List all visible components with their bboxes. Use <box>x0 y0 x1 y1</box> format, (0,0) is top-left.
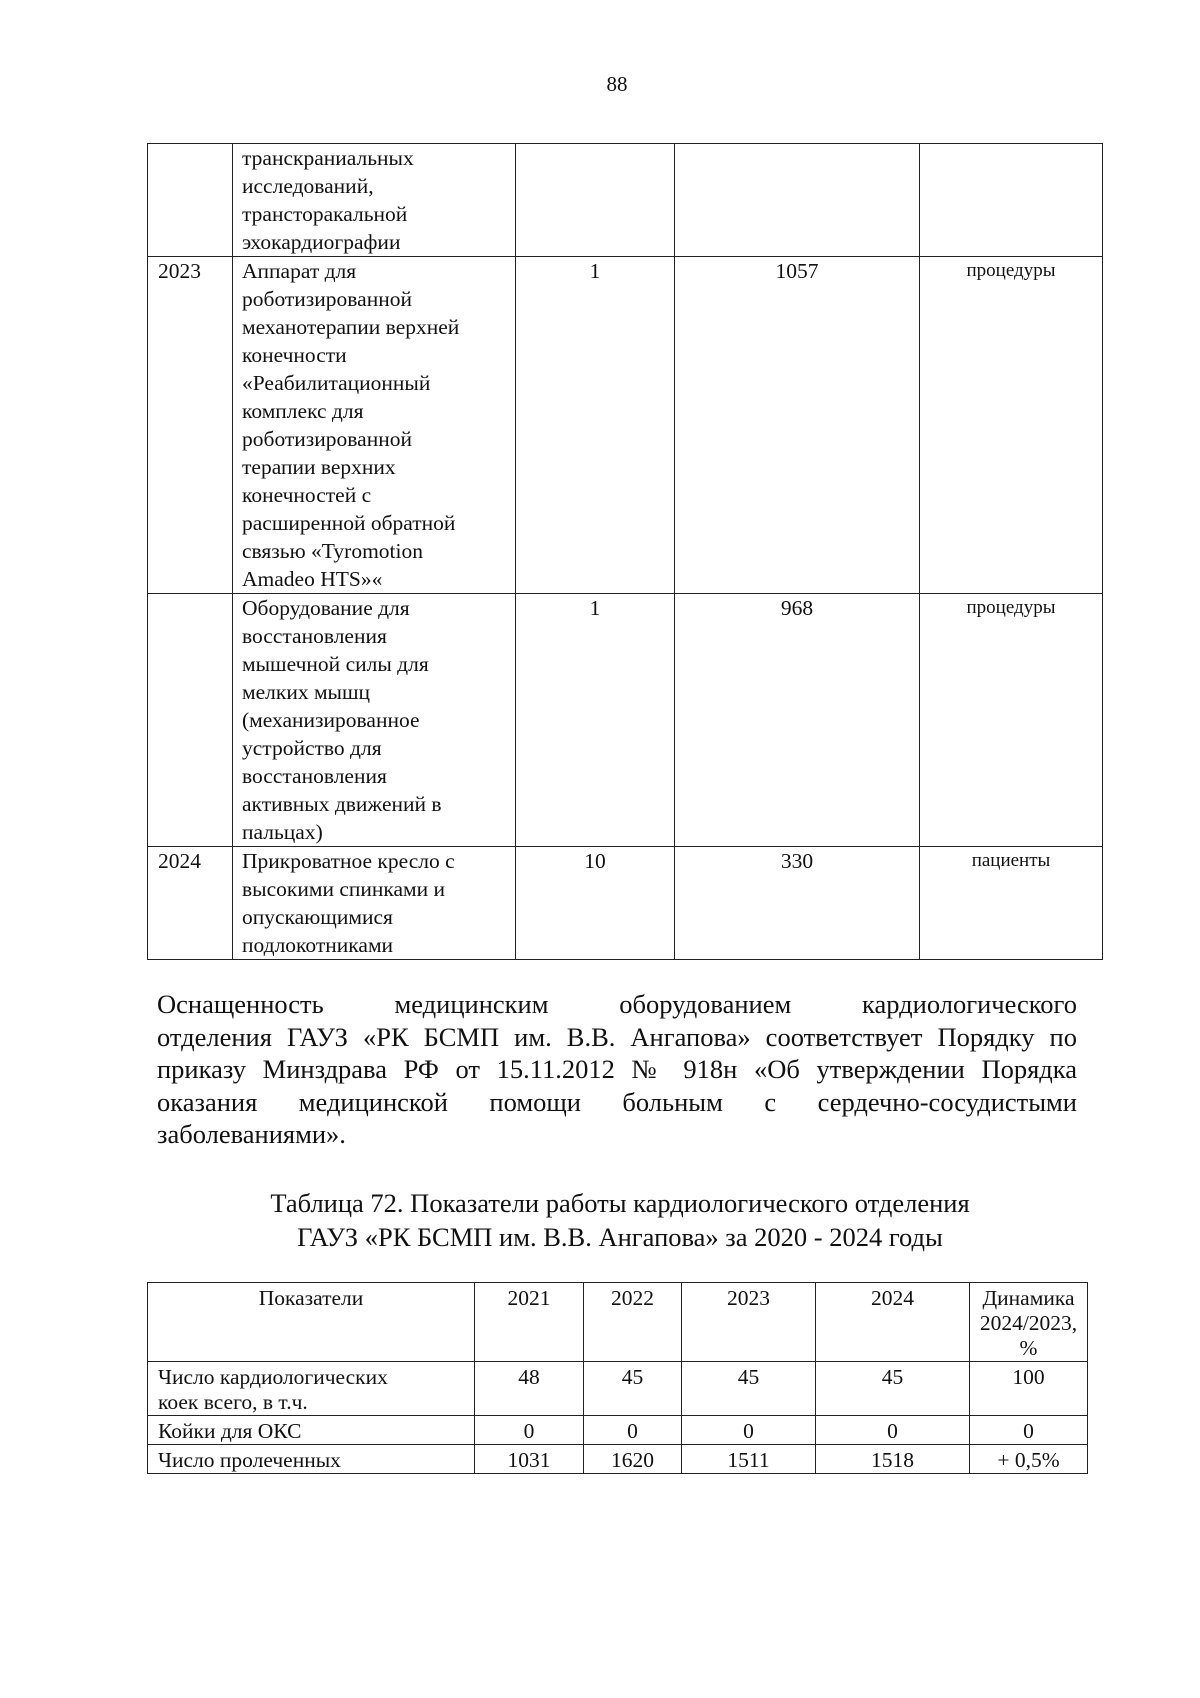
indicator-dynamics-cell: 0 <box>970 1416 1088 1445</box>
paragraph-line: приказу Минздрава РФ от 15.11.2012 № 918н «Об утверждении Порядка <box>157 1054 1077 1084</box>
equipment-name-line: «Реабилитационный <box>242 371 431 395</box>
equipment-row <box>148 257 1103 594</box>
indicator-label-line: Число кардиологических <box>158 1365 388 1389</box>
equipment-name-line: роботизированной <box>242 287 412 311</box>
year-header-cell: 2021 <box>475 1283 584 1362</box>
paragraph-line: Оснащенность медицинским оборудованием кардиологического <box>157 989 1077 1019</box>
equipment-year-cell <box>148 594 233 847</box>
indicators-header-row <box>148 1283 1088 1362</box>
page-number: 88 <box>606 72 628 96</box>
equipment-quantity-cell: 1 <box>516 594 675 847</box>
equipment-name-line: активных движений в <box>242 792 442 816</box>
indicator-header-cell: Показатели <box>148 1283 475 1362</box>
equipment-name-line: Аппарат для <box>242 259 357 283</box>
caption-line: Таблица 72. Показатели работы кардиологического отделения <box>270 1188 970 1218</box>
equipment-name-line: мышечной силы для <box>242 652 429 676</box>
equipment-name-line: восстановления <box>242 764 387 788</box>
indicator-value-cell: 0 <box>682 1416 816 1445</box>
indicator-value-cell: 45 <box>584 1362 682 1416</box>
equipment-unit-cell: процедуры <box>920 594 1103 847</box>
equipment-name-cell <box>233 594 516 847</box>
equipment-name-line: терапии верхних <box>242 455 396 479</box>
equipment-table-body <box>148 144 1103 960</box>
equipment-name-line: пальцах) <box>242 820 323 844</box>
indicator-dynamics-cell: 100 <box>970 1362 1088 1416</box>
equipment-quantity-cell: 1 <box>516 257 675 594</box>
equipment-name-line: исследований, <box>242 174 374 198</box>
equipment-count-cell <box>675 144 920 257</box>
equipment-quantity-cell: 10 <box>516 847 675 960</box>
year-header-cell: 2024 <box>816 1283 970 1362</box>
equipment-table <box>147 143 1103 960</box>
equipment-unit-cell <box>920 144 1103 257</box>
indicator-value-cell: 1620 <box>584 1445 682 1474</box>
paragraph-line: отделения ГАУЗ «РК БСМП им. В.В. Ангапова» соответствует Порядку по <box>157 1021 1077 1052</box>
equipment-name-line: опускающимися <box>242 905 393 929</box>
indicators-table-body <box>148 1283 1088 1474</box>
dynamics-header-line: Динамика <box>982 1286 1075 1310</box>
equipment-name-line: Прикроватное кресло с <box>242 849 455 873</box>
equipment-quantity-cell <box>516 144 675 257</box>
equipment-name-line: роботизированной <box>242 427 412 451</box>
indicator-label-cell <box>148 1362 475 1416</box>
indicators-row <box>148 1445 1088 1474</box>
indicator-value-cell: 45 <box>816 1362 970 1416</box>
equipment-name-line: расширенной обратной <box>242 511 456 535</box>
indicator-label-line: Число пролеченных <box>158 1448 341 1472</box>
indicator-value-cell: 0 <box>475 1416 584 1445</box>
table-72-caption <box>140 1186 1100 1254</box>
equipment-unit-cell: процедуры <box>920 257 1103 594</box>
indicator-value-cell: 0 <box>584 1416 682 1445</box>
indicators-table <box>147 1282 1088 1474</box>
equipment-name-line: высокими спинками и <box>242 877 446 901</box>
equipment-name-line: (механизированное <box>242 708 420 732</box>
indicator-value-cell: 0 <box>816 1416 970 1445</box>
indicator-value-cell: 1518 <box>816 1445 970 1474</box>
caption-line: ГАУЗ «РК БСМП им. В.В. Ангапова» за 2020 - 2024 годы <box>297 1222 943 1252</box>
indicator-label-cell <box>148 1445 475 1474</box>
indicator-dynamics-cell: + 0,5% <box>970 1445 1088 1474</box>
equipment-name-line: подлокотниками <box>242 933 394 957</box>
dynamics-header-line: 2024/2023, <box>979 1311 1078 1335</box>
equipment-name-line: механотерапии верхней <box>242 315 460 339</box>
indicators-row <box>148 1416 1088 1445</box>
equipment-name-cell <box>233 847 516 960</box>
indicator-value-cell: 48 <box>475 1362 584 1416</box>
equipment-year-cell <box>148 144 233 257</box>
paragraph-line: оказания медицинской помощи больным с сердечно-сосудистыми <box>157 1086 1077 1117</box>
equipment-row <box>148 594 1103 847</box>
equipment-name-line: комплекс для <box>242 399 364 423</box>
year-header-cell: 2022 <box>584 1283 682 1362</box>
equipment-name-line: Оборудование для <box>242 596 410 620</box>
indicator-label-cell <box>148 1416 475 1445</box>
equipment-row <box>148 847 1103 960</box>
equipment-name-line: связью «Tyromotion <box>242 539 423 563</box>
equipment-count-cell: 968 <box>675 594 920 847</box>
indicator-value-cell: 1511 <box>682 1445 816 1474</box>
indicators-row <box>148 1362 1088 1416</box>
indicator-value-cell: 45 <box>682 1362 816 1416</box>
indicator-value-cell: 1031 <box>475 1445 584 1474</box>
equipment-name-line: транскраниальных <box>242 146 414 170</box>
paragraph-line: заболеваниями». <box>157 1119 346 1149</box>
equipment-year-cell: 2023 <box>148 257 233 594</box>
equipment-name-line: трансторакальной <box>242 202 408 226</box>
equipment-compliance-paragraph <box>157 988 1077 1151</box>
indicator-label-line: коек всего, в т.ч. <box>158 1390 308 1414</box>
dynamics-header-cell <box>970 1283 1088 1362</box>
year-header-cell: 2023 <box>682 1283 816 1362</box>
equipment-name-line: Amadeo HTS»« <box>242 567 383 591</box>
equipment-unit-cell: пациенты <box>920 847 1103 960</box>
equipment-year-cell: 2024 <box>148 847 233 960</box>
equipment-name-line: устройство для <box>242 736 382 760</box>
equipment-row <box>148 144 1103 257</box>
equipment-count-cell: 1057 <box>675 257 920 594</box>
dynamics-header-line: % <box>1019 1336 1038 1360</box>
equipment-name-cell <box>233 144 516 257</box>
indicator-label-line: Койки для ОКС <box>158 1419 302 1443</box>
equipment-name-line: мелких мышц <box>242 680 371 704</box>
equipment-name-cell <box>233 257 516 594</box>
equipment-count-cell: 330 <box>675 847 920 960</box>
equipment-name-line: эхокардиографии <box>242 230 401 254</box>
equipment-name-line: восстановления <box>242 624 387 648</box>
equipment-name-line: конечностей с <box>242 483 372 507</box>
equipment-name-line: конечности <box>242 343 347 367</box>
